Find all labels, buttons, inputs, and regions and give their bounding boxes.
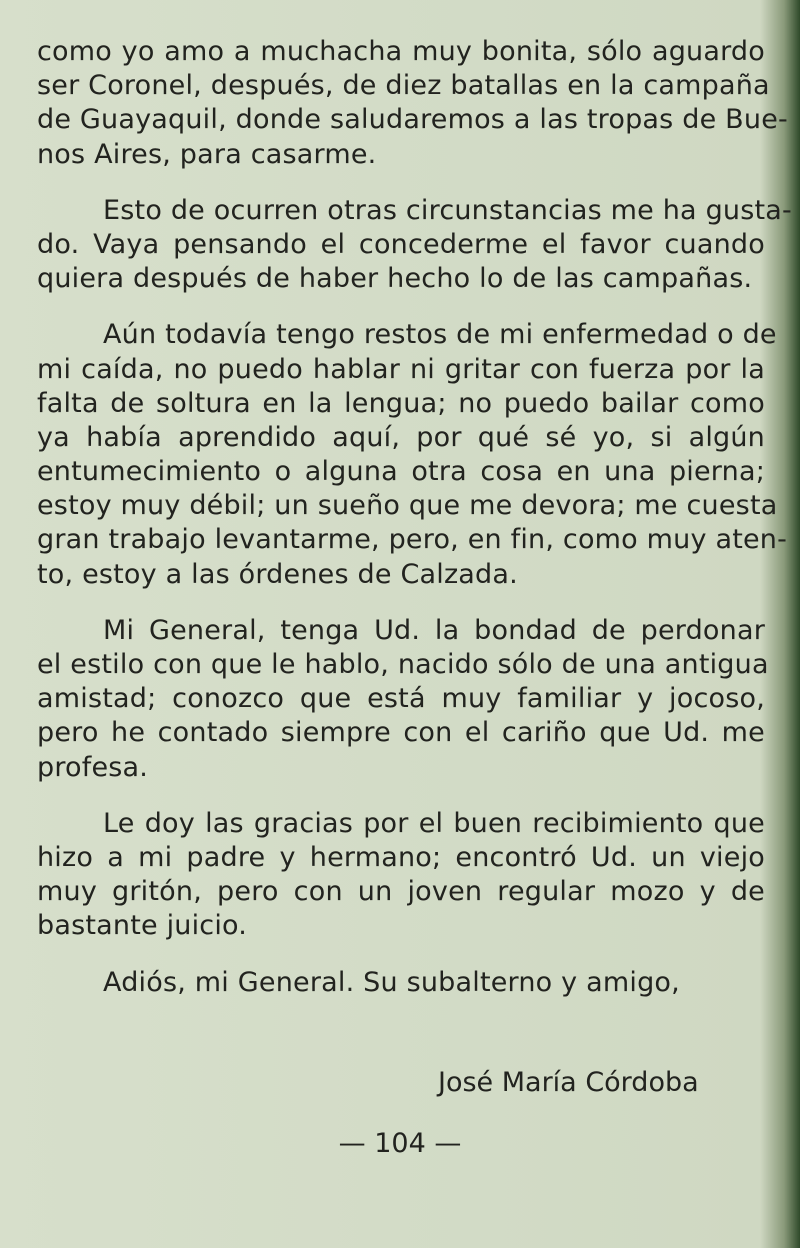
text-line: estoy muy débil; un sueño que me devora; me cuesta (37, 490, 778, 522)
paragraph (37, 194, 792, 297)
text-line: bastante juicio. (37, 910, 248, 942)
paragraph (37, 807, 765, 944)
text-line: ser Coronel, después, de diez batallas en la campaña (37, 70, 770, 102)
text-line: pero he contado siempre con el cariño que Ud. me (37, 717, 765, 749)
paragraph (37, 35, 788, 172)
text-line: entumecimiento o alguna otra cosa en una pierna; (37, 456, 765, 488)
page-number: — 104 — (338, 1128, 462, 1159)
text-line: Le doy las gracias por el buen recibimiento que (103, 807, 765, 839)
text-line: Adiós, mi General. Su subalterno y amigo, (103, 966, 680, 998)
body-text (37, 35, 792, 1000)
text-line: to, estoy a las órdenes de Calzada. (37, 558, 518, 590)
text-line: gran trabajo levantarme, pero, en fin, como muy aten- (37, 524, 788, 556)
text-line: amistad; conozco que está muy familiar y jocoso, (37, 683, 765, 715)
text-line: como yo amo a muchacha muy bonita, sólo aguardo (37, 36, 765, 67)
text-line: nos Aires, para casarme. (37, 138, 377, 170)
text-line: falta de soltura en la lengua; no puedo bailar como (37, 387, 765, 419)
signature: José María Córdoba (438, 1067, 699, 1098)
text-line: quiera después de haber hecho lo de las campañas. (37, 263, 753, 295)
text-line: Esto de ocurren otras circunstancias me ha gusta- (103, 194, 792, 226)
text-line: ya había aprendido aquí, por qué sé yo, si algún (37, 421, 765, 453)
paragraph (37, 966, 765, 1000)
text-line: hizo a mi padre y hermano; encontró Ud. un viejo (37, 841, 765, 873)
text-line: Mi General, tenga Ud. la bondad de perdonar (103, 614, 765, 646)
text-line: el estilo con que le hablo, nacido sólo de una antigua (37, 649, 769, 680)
text-line: muy gritón, pero con un joven regular mozo y de (37, 876, 765, 908)
paragraph (37, 614, 769, 785)
text-line: Aún todavía tengo restos de mi enfermedad o de (103, 319, 777, 351)
text-line: profesa. (37, 751, 149, 783)
text-line: mi caída, no puedo hablar ni gritar con fuerza por la (37, 353, 765, 385)
text-line: do. Vaya pensando el concederme el favor cuando (37, 228, 765, 260)
text-line: de Guayaquil, donde saludaremos a las tropas de Bue- (37, 104, 788, 136)
paragraph (37, 318, 788, 592)
